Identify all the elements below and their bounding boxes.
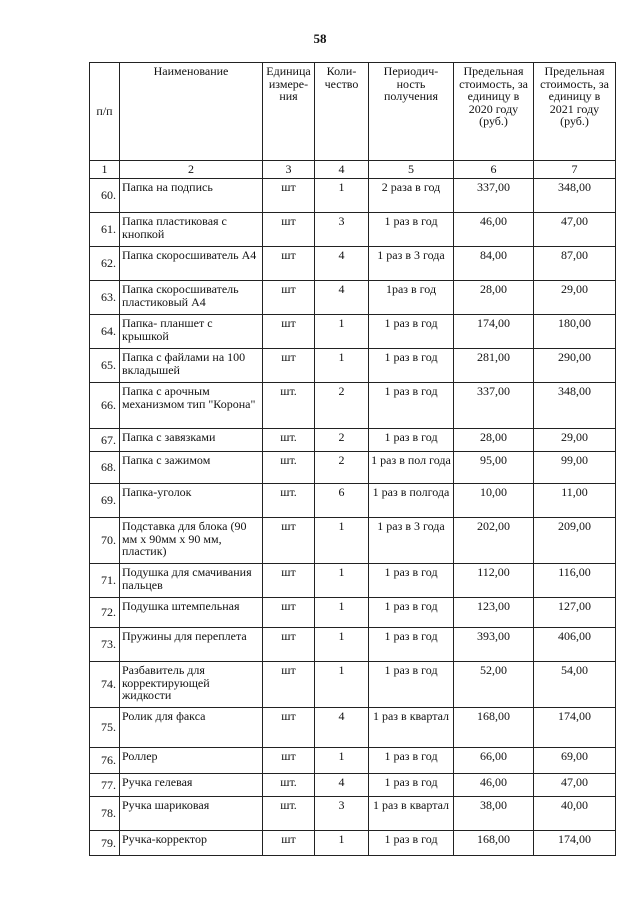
item-qty: 1 bbox=[315, 315, 369, 349]
table-row bbox=[90, 564, 616, 598]
item-unit: шт bbox=[263, 315, 315, 349]
column-number: 2 bbox=[120, 161, 263, 179]
header-row bbox=[90, 63, 616, 161]
table-row bbox=[90, 349, 616, 383]
item-qty: 1 bbox=[315, 628, 369, 662]
item-qty: 1 bbox=[315, 518, 369, 564]
item-name: Папка пластиковая с кнопкой bbox=[120, 213, 263, 247]
item-price-2020: 46,00 bbox=[454, 213, 534, 247]
row-number: 71. bbox=[90, 564, 120, 598]
item-unit: шт bbox=[263, 213, 315, 247]
column-number: 7 bbox=[534, 161, 616, 179]
item-period: 1раз в год bbox=[369, 281, 454, 315]
item-name: Папка на подпись bbox=[120, 179, 263, 213]
item-qty: 3 bbox=[315, 797, 369, 831]
item-price-2020: 95,00 bbox=[454, 452, 534, 484]
item-period: 2 раза в год bbox=[369, 179, 454, 213]
item-unit: шт. bbox=[263, 774, 315, 797]
item-unit: шт bbox=[263, 748, 315, 774]
item-period: 1 раз в год bbox=[369, 564, 454, 598]
item-period: 1 раз в год bbox=[369, 429, 454, 452]
item-price-2021: 69,00 bbox=[534, 748, 616, 774]
item-price-2021: 174,00 bbox=[534, 831, 616, 856]
item-unit: шт bbox=[263, 518, 315, 564]
item-unit: шт bbox=[263, 247, 315, 281]
item-price-2021: 29,00 bbox=[534, 429, 616, 452]
column-number: 1 bbox=[90, 161, 120, 179]
item-price-2020: 38,00 bbox=[454, 797, 534, 831]
item-price-2021: 290,00 bbox=[534, 349, 616, 383]
item-price-2020: 174,00 bbox=[454, 315, 534, 349]
item-period: 1 раз в год bbox=[369, 349, 454, 383]
header-name: Наименование bbox=[120, 63, 263, 161]
item-qty: 1 bbox=[315, 748, 369, 774]
table-row bbox=[90, 774, 616, 797]
item-price-2021: 54,00 bbox=[534, 662, 616, 708]
row-number: 79. bbox=[90, 831, 120, 856]
item-period: 1 раз в год bbox=[369, 831, 454, 856]
item-period: 1 раз в год bbox=[369, 213, 454, 247]
item-price-2021: 116,00 bbox=[534, 564, 616, 598]
table-row bbox=[90, 748, 616, 774]
row-number: 67. bbox=[90, 429, 120, 452]
row-number: 69. bbox=[90, 484, 120, 518]
table-row bbox=[90, 315, 616, 349]
item-name: Пружины для переплета bbox=[120, 628, 263, 662]
item-period: 1 раз в год bbox=[369, 598, 454, 628]
row-number: 77. bbox=[90, 774, 120, 797]
row-number: 75. bbox=[90, 708, 120, 748]
item-period: 1 раз в полгода bbox=[369, 484, 454, 518]
item-price-2020: 281,00 bbox=[454, 349, 534, 383]
item-price-2021: 87,00 bbox=[534, 247, 616, 281]
item-name: Папка-уголок bbox=[120, 484, 263, 518]
table-row bbox=[90, 598, 616, 628]
item-price-2020: 46,00 bbox=[454, 774, 534, 797]
item-price-2020: 112,00 bbox=[454, 564, 534, 598]
item-price-2021: 127,00 bbox=[534, 598, 616, 628]
item-price-2020: 28,00 bbox=[454, 281, 534, 315]
item-price-2020: 202,00 bbox=[454, 518, 534, 564]
item-period: 1 раз в год bbox=[369, 774, 454, 797]
item-unit: шт bbox=[263, 628, 315, 662]
item-qty: 1 bbox=[315, 179, 369, 213]
table-row bbox=[90, 708, 616, 748]
item-unit: шт. bbox=[263, 429, 315, 452]
item-qty: 4 bbox=[315, 774, 369, 797]
item-name: Папка скоросшиватель А4 bbox=[120, 247, 263, 281]
price-table bbox=[89, 62, 616, 856]
item-name: Папка с завязками bbox=[120, 429, 263, 452]
table-row bbox=[90, 797, 616, 831]
item-price-2021: 47,00 bbox=[534, 213, 616, 247]
item-unit: шт bbox=[263, 281, 315, 315]
item-price-2021: 11,00 bbox=[534, 484, 616, 518]
page-number: 58 bbox=[313, 31, 327, 46]
item-price-2021: 29,00 bbox=[534, 281, 616, 315]
table-row bbox=[90, 831, 616, 856]
item-price-2021: 406,00 bbox=[534, 628, 616, 662]
column-number: 6 bbox=[454, 161, 534, 179]
item-qty: 3 bbox=[315, 213, 369, 247]
item-qty: 4 bbox=[315, 708, 369, 748]
header-price-2021: Предельная стоимость, за единицу в 2021 году (руб.) bbox=[534, 63, 616, 161]
item-qty: 4 bbox=[315, 247, 369, 281]
row-number: 72. bbox=[90, 598, 120, 628]
item-unit: шт bbox=[263, 831, 315, 856]
column-number: 5 bbox=[369, 161, 454, 179]
item-price-2020: 28,00 bbox=[454, 429, 534, 452]
item-period: 1 раз в год bbox=[369, 383, 454, 429]
row-number: 68. bbox=[90, 452, 120, 484]
item-name: Папка- планшет с крышкой bbox=[120, 315, 263, 349]
row-number: 76. bbox=[90, 748, 120, 774]
item-name: Разбавитель для корректирующей жидкости bbox=[120, 662, 263, 708]
table-row bbox=[90, 383, 616, 429]
item-price-2021: 348,00 bbox=[534, 179, 616, 213]
item-price-2020: 337,00 bbox=[454, 383, 534, 429]
item-period: 1 раз в пол года bbox=[369, 452, 454, 484]
item-price-2020: 168,00 bbox=[454, 831, 534, 856]
item-period: 1 раз в 3 года bbox=[369, 247, 454, 281]
item-name: Подставка для блока (90 мм х 90мм х 90 мм, пластик) bbox=[120, 518, 263, 564]
item-name: Папка с зажимом bbox=[120, 452, 263, 484]
row-number: 66. bbox=[90, 383, 120, 429]
item-unit: шт. bbox=[263, 383, 315, 429]
item-name: Подушка для смачивания пальцев bbox=[120, 564, 263, 598]
item-qty: 1 bbox=[315, 349, 369, 383]
table-row bbox=[90, 518, 616, 564]
column-number: 3 bbox=[263, 161, 315, 179]
item-name: Папка с арочным механизмом тип "Корона" bbox=[120, 383, 263, 429]
item-name: Папка с файлами на 100 вкладышей bbox=[120, 349, 263, 383]
item-price-2020: 168,00 bbox=[454, 708, 534, 748]
item-unit: шт bbox=[263, 349, 315, 383]
item-name: Роллер bbox=[120, 748, 263, 774]
row-number: 73. bbox=[90, 628, 120, 662]
table-row bbox=[90, 452, 616, 484]
table-row bbox=[90, 281, 616, 315]
item-qty: 4 bbox=[315, 281, 369, 315]
item-price-2020: 52,00 bbox=[454, 662, 534, 708]
item-price-2021: 99,00 bbox=[534, 452, 616, 484]
row-number: 60. bbox=[90, 179, 120, 213]
table-row bbox=[90, 213, 616, 247]
item-period: 1 раз в 3 года bbox=[369, 518, 454, 564]
item-qty: 6 bbox=[315, 484, 369, 518]
row-number: 62. bbox=[90, 247, 120, 281]
item-name: Ролик для факса bbox=[120, 708, 263, 748]
row-number: 61. bbox=[90, 213, 120, 247]
table-row bbox=[90, 429, 616, 452]
table-row bbox=[90, 179, 616, 213]
row-number: 63. bbox=[90, 281, 120, 315]
item-unit: шт bbox=[263, 598, 315, 628]
item-price-2020: 393,00 bbox=[454, 628, 534, 662]
item-unit: шт bbox=[263, 564, 315, 598]
item-qty: 1 bbox=[315, 662, 369, 708]
item-name: Ручка гелевая bbox=[120, 774, 263, 797]
item-unit: шт. bbox=[263, 797, 315, 831]
item-price-2021: 209,00 bbox=[534, 518, 616, 564]
row-number: 65. bbox=[90, 349, 120, 383]
item-qty: 1 bbox=[315, 831, 369, 856]
table-row bbox=[90, 662, 616, 708]
row-number: 78. bbox=[90, 797, 120, 831]
item-period: 1 раз в год bbox=[369, 315, 454, 349]
table-body bbox=[90, 179, 616, 856]
item-name: Ручка-корректор bbox=[120, 831, 263, 856]
column-number: 4 bbox=[315, 161, 369, 179]
item-period: 1 раз в год bbox=[369, 748, 454, 774]
item-unit: шт bbox=[263, 662, 315, 708]
item-price-2021: 40,00 bbox=[534, 797, 616, 831]
header-price-2020: Предельная стоимость, за единицу в 2020 году (руб.) bbox=[454, 63, 534, 161]
item-period: 1 раз в квартал bbox=[369, 797, 454, 831]
item-price-2020: 66,00 bbox=[454, 748, 534, 774]
table-row bbox=[90, 247, 616, 281]
header-qty: Коли-чество bbox=[315, 63, 369, 161]
item-price-2021: 180,00 bbox=[534, 315, 616, 349]
row-number: 70. bbox=[90, 518, 120, 564]
header-unit: Единица измере-ния bbox=[263, 63, 315, 161]
item-qty: 1 bbox=[315, 598, 369, 628]
item-unit: шт bbox=[263, 708, 315, 748]
item-qty: 1 bbox=[315, 564, 369, 598]
table-row bbox=[90, 628, 616, 662]
item-unit: шт. bbox=[263, 452, 315, 484]
header-period: Периодич-ность получения bbox=[369, 63, 454, 161]
table-row bbox=[90, 484, 616, 518]
item-period: 1 раз в квартал bbox=[369, 708, 454, 748]
item-price-2020: 337,00 bbox=[454, 179, 534, 213]
item-qty: 2 bbox=[315, 383, 369, 429]
item-qty: 2 bbox=[315, 429, 369, 452]
item-unit: шт. bbox=[263, 484, 315, 518]
header-num: п/п bbox=[90, 63, 120, 161]
item-qty: 2 bbox=[315, 452, 369, 484]
item-price-2020: 10,00 bbox=[454, 484, 534, 518]
item-period: 1 раз в год bbox=[369, 662, 454, 708]
item-price-2020: 84,00 bbox=[454, 247, 534, 281]
item-price-2021: 348,00 bbox=[534, 383, 616, 429]
column-numbers-row bbox=[90, 161, 616, 179]
row-number: 64. bbox=[90, 315, 120, 349]
item-price-2021: 47,00 bbox=[534, 774, 616, 797]
row-number: 74. bbox=[90, 662, 120, 708]
item-name: Ручка шариковая bbox=[120, 797, 263, 831]
item-price-2020: 123,00 bbox=[454, 598, 534, 628]
item-period: 1 раз в год bbox=[369, 628, 454, 662]
item-name: Подушка штемпельная bbox=[120, 598, 263, 628]
item-unit: шт bbox=[263, 179, 315, 213]
item-price-2021: 174,00 bbox=[534, 708, 616, 748]
item-name: Папка скоросшиватель пластиковый А4 bbox=[120, 281, 263, 315]
